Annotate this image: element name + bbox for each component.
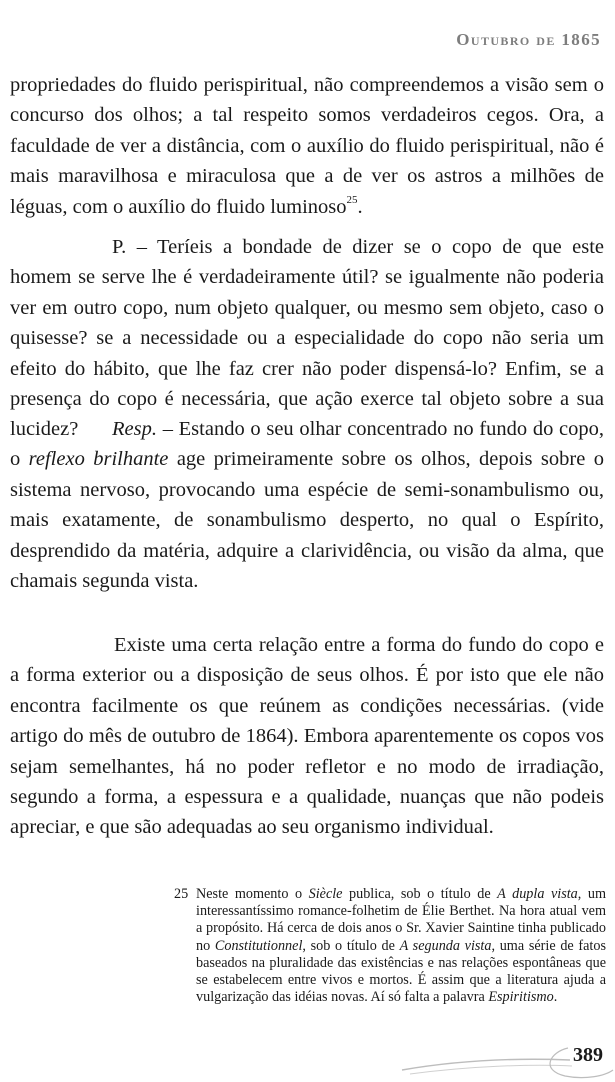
footnote-body xyxy=(196,886,606,1006)
footnote-text: . xyxy=(553,989,558,1006)
footnote-italic: Siècle xyxy=(308,886,343,902)
footnote-reference[interactable]: 25 xyxy=(346,193,358,206)
response-text-after: age primeiramente sobre os olhos, depois sobre o sistema nervoso, provocando uma espécie de semi-sonambulismo ou, mais exatamente, de sonambulismo desperto, no qual o Espírito, desprendido da matéria, adquire a clarividência, ou visão da alma, que chamais segunda vista. xyxy=(10,448,604,593)
running-header: Outubro de 1865 xyxy=(456,30,601,49)
footnote xyxy=(174,886,606,1006)
footnote-italic: A dupla vista xyxy=(497,886,578,902)
footnote-italic: A segunda vista xyxy=(399,937,492,954)
footnote-italic: Constitutionnel xyxy=(214,937,303,954)
response-label: Resp. xyxy=(112,418,157,440)
question-text: P. – Teríeis a bondade de dizer se o copo de que este homem se serve lhe é verdadeiramente útil? se igualmente não poderia ver em outro copo, num objeto qualquer, ou mesmo sem objeto, caso o quisesse? se a necessidade ou a especialidade do copo não seria um efeito do hábito, que lhe faz crer não poder dispensá-lo? Enfim, se a presença do copo é necessária, que ação exerce tal objeto sobre a sua lucidez? xyxy=(10,236,604,441)
footnote-text: , um interessantíssimo romance-folhetim de Élie Berthet. Na hora atual vem a propósito. Há cerca de dois anos o Sr. Xavier Saintine tinha publicado no xyxy=(196,886,606,954)
footnote-italic: Espiritismo xyxy=(488,989,554,1006)
explanation-paragraph xyxy=(10,630,604,843)
footnote-text: publica, sob o título de xyxy=(342,886,498,902)
paragraph-end: . xyxy=(357,195,363,218)
footnote-text: , uma série de fatos baseados na pluralidade das existências e nas relações espontâneas que se estabelecem entre vivos e mortos. É assim que a literatura ajuda a vulgarização das idéias novas. Aí só falta a palavra xyxy=(196,937,606,1006)
footnote-text: Neste momento o xyxy=(196,886,309,902)
footnote-text: , sob o título de xyxy=(302,937,400,954)
response-text-before: – Estando o seu olhar concentrado no fundo do copo, o xyxy=(10,418,604,471)
explanation-text: Existe uma certa relação entre a forma do fundo do copo e a forma exterior ou a disposição de seus olhos. É por isto que ele não encontra facilmente os que reúnem as condições necessárias. (vide artigo do mês de outubro de 1864). Embora aparentemente os copos vos sejam semelhantes, há no poder refletor e no modo de irradiação, segundo a forma, a espessura e a qualidade, nuanças que não podeis apreciar, e que são adequadas ao seu organismo individual. xyxy=(10,634,604,839)
response-paragraph xyxy=(10,414,604,596)
page-number: 389 xyxy=(573,1044,603,1066)
question-paragraph xyxy=(10,232,604,445)
footnote-number: 25 xyxy=(174,886,189,902)
paragraph-text: propriedades do fluido perispiritual, não compreendemos a visão sem o concurso dos olhos; a tal respeito somos verdadeiros cegos. Ora, a faculdade de ver a distância, com o auxílio do fluido perispiritual, não é mais maravilhosa e miraculosa que a de ver os astros a milhões de léguas, com o auxílio do fluido luminoso xyxy=(10,74,604,218)
paragraph-continuation xyxy=(10,70,604,222)
response-italic-phrase: reflexo brilhante xyxy=(28,448,169,471)
